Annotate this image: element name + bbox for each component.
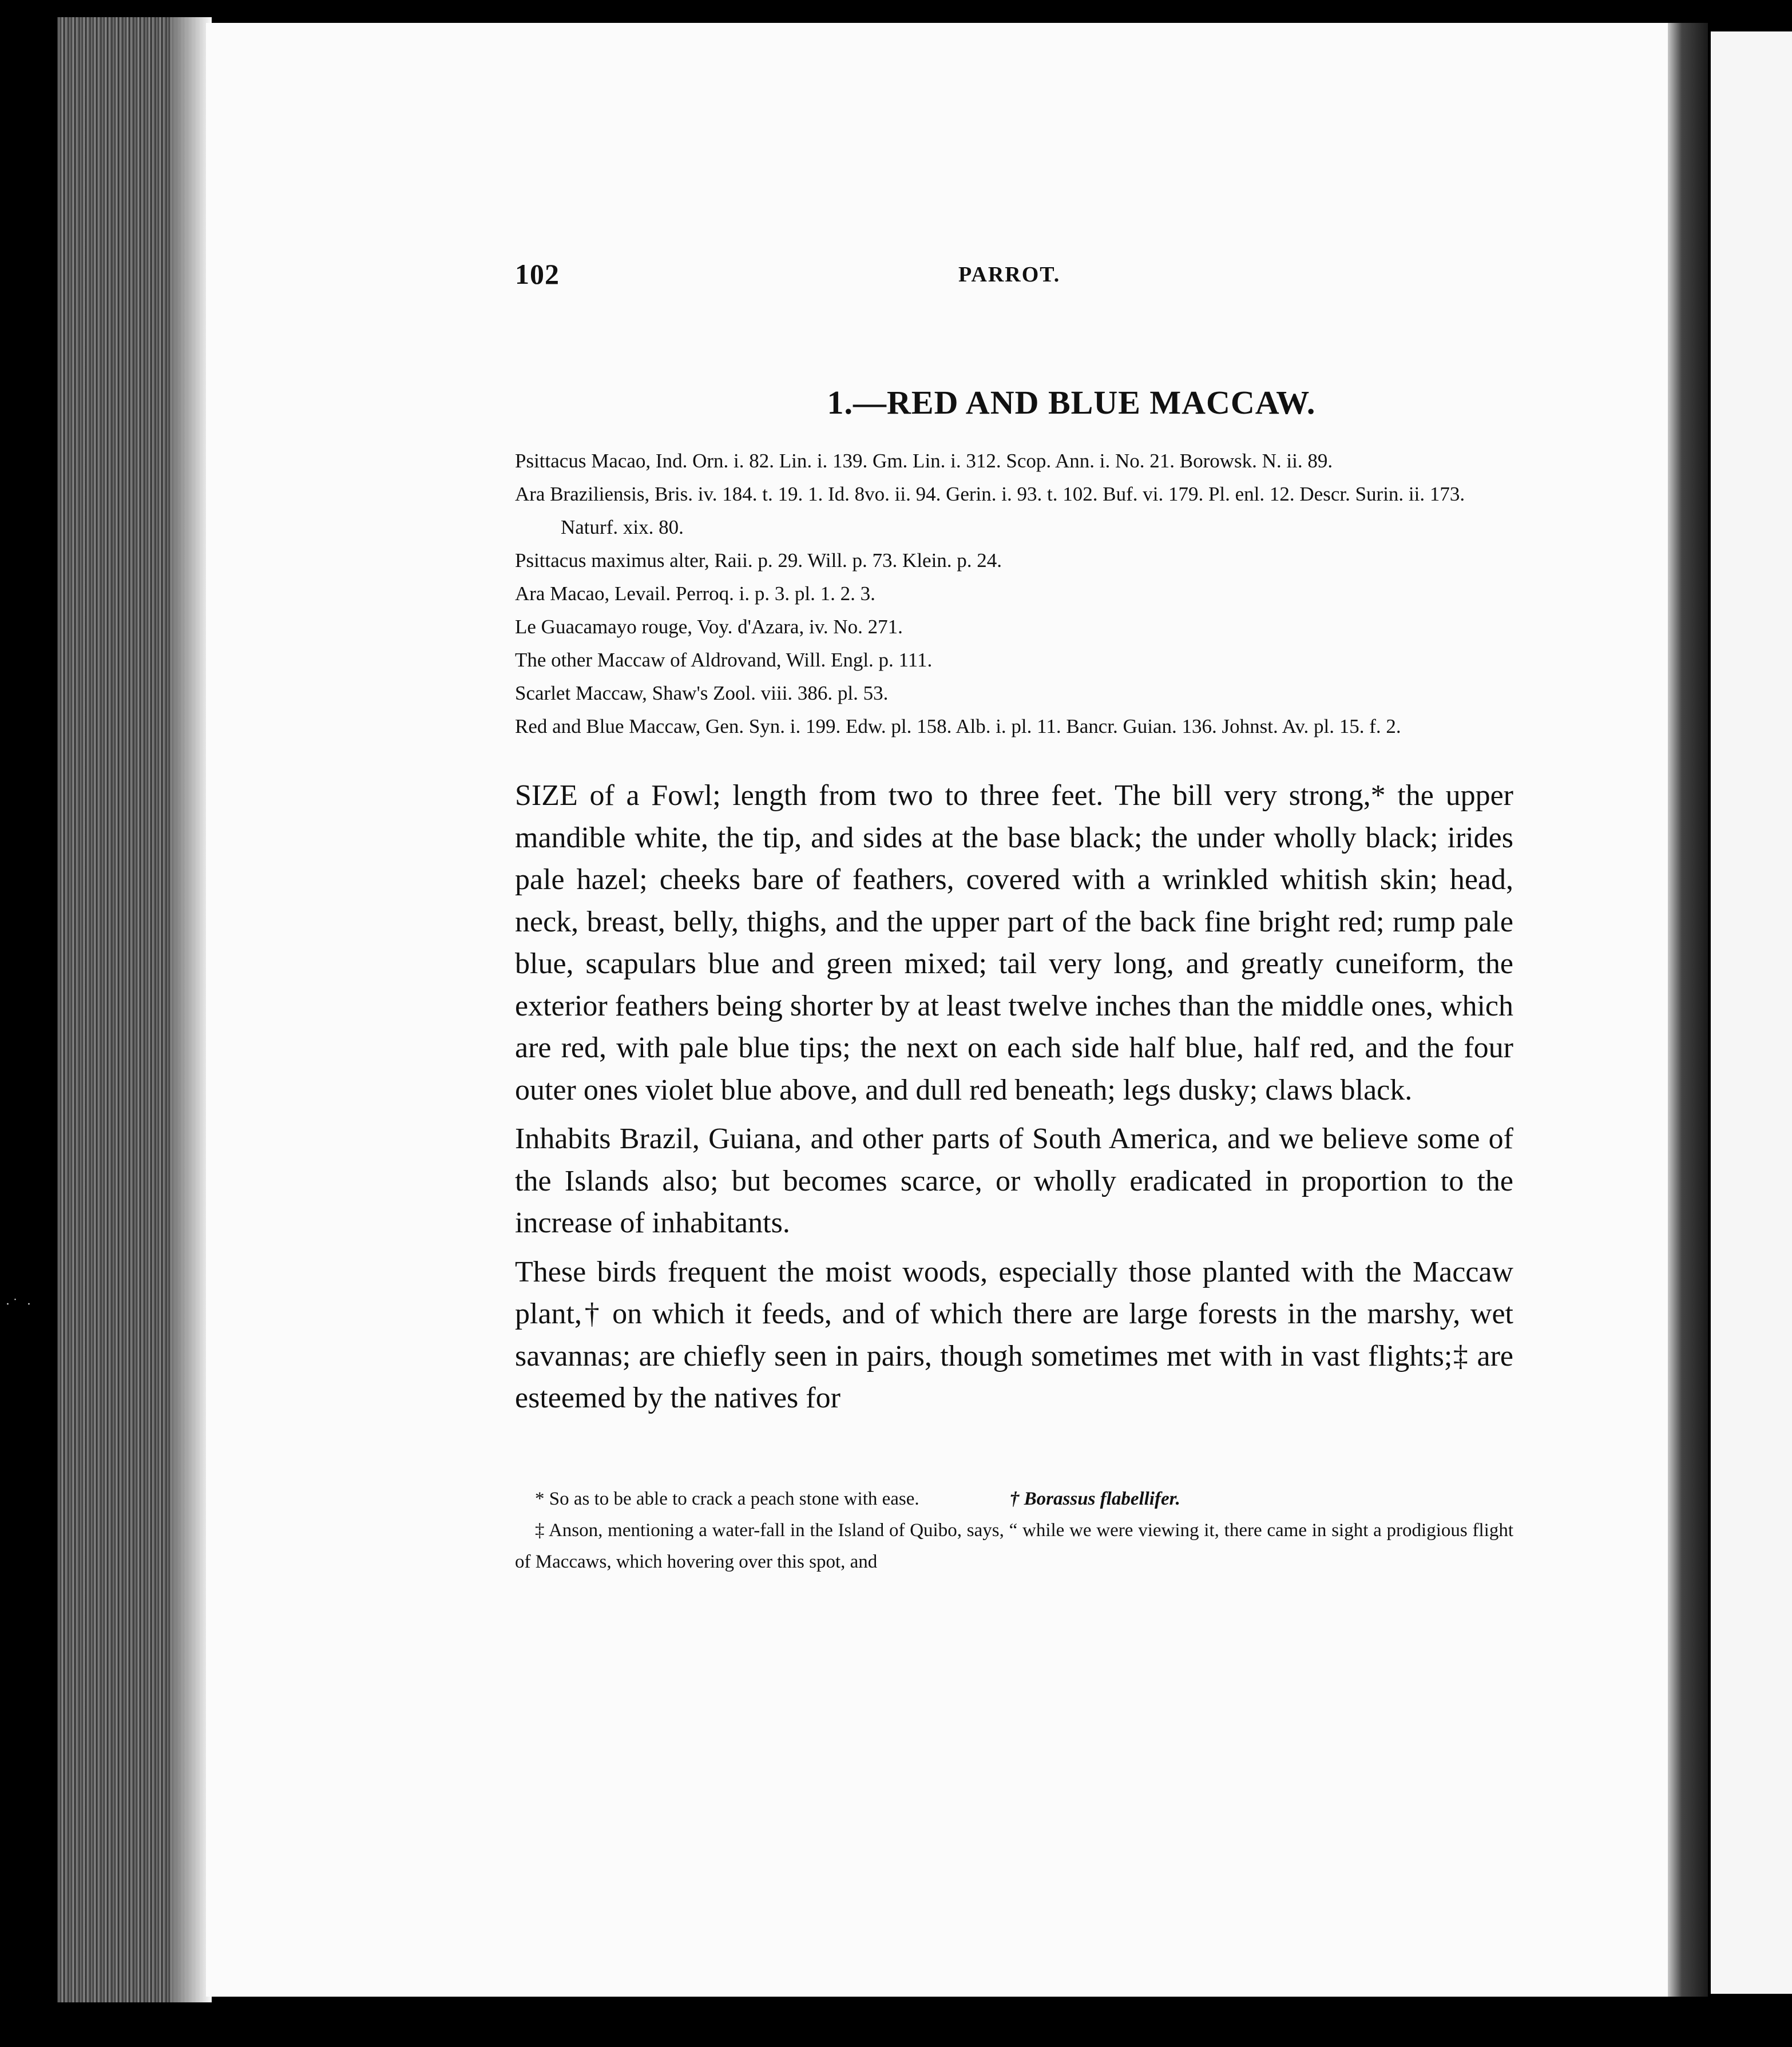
synonymy-entry: Le Guacamayo rouge, Voy. d'Azara, iv. No. 271. (515, 616, 903, 638)
paragraph-habits: These birds frequent the moist woods, especially those planted with the Maccaw plant,† on which it feeds, and of which there are large forests in the marshy, wet savannas; are chiefly seen in pairs, though sometimes met with in vast flights;‡ are esteemed by the natives for (515, 1255, 1513, 1414)
paragraph-description: SIZE of a Fowl; length from two to three feet. The bill very strong,* the upper mandible white, the tip, and sides at the base black; the under wholly black; irides pale hazel; cheeks bare of feathers, covered with a wrinkled whitish skin; head, neck, breast, belly, thighs, and the upper part of the back fine bright red; rump pale blue, scapulars blue and green mixed; tail very long, and greatly cuneiform, the exterior feathers being shorter by at least twelve inches than the middle ones, which are red, with pale blue tips; the next on each side half blue, half red, and the four outer ones violet blue above, and dull red beneath; legs dusky; claws black. (515, 779, 1513, 1106)
footnote-double-dagger: ‡ Anson, mentioning a water-fall in the Island of Quibo, says, “ while we were viewing it, there came in sight a prodigious flight of Maccaws, which hovering over this spot, and (515, 1520, 1513, 1572)
margin-specks: ·˙ · (6, 1298, 33, 1312)
footnote-asterisk: * So as to be able to crack a peach stone with ease. (535, 1488, 919, 1509)
footnotes (515, 1483, 1513, 1578)
synonymy-entry: Scarlet Maccaw, Shaw's Zool. viii. 386. pl. 53. (515, 682, 889, 704)
footnote-dagger: † Borassus flabellifer. (1009, 1488, 1180, 1509)
footnote-1-line (515, 1483, 1513, 1515)
footnote-gap (515, 1426, 1513, 1483)
synonymy-list (515, 445, 1513, 743)
synonymy-entry: Ara Macao, Levail. Perroq. i. p. 3. pl. 1. 2. 3. (515, 582, 875, 605)
synonymy-entry: Psittacus maximus alter, Raii. p. 29. Will. p. 73. Klein. p. 24. (515, 549, 1002, 572)
synonymy-entry: Psittacus Macao, Ind. Orn. i. 82. Lin. i. 139. Gm. Lin. i. 312. Scop. Ann. i. No. 21. Borowsk. N. ii. 89. (515, 450, 1333, 472)
synonymy-entry: Ara Braziliensis, Bris. iv. 184. t. 19. 1. Id. 8vo. ii. 94. Gerin. i. 93. t. 102. Buf. vi. 179. Pl. enl. 12. Descr. Surin. ii. 173. Naturf. xix. 80. (515, 483, 1465, 538)
page-edge-shadow (1668, 23, 1708, 1997)
facing-page-edge (1711, 31, 1792, 1994)
synonymy-entry: Red and Blue Maccaw, Gen. Syn. i. 199. Edw. pl. 158. Alb. i. pl. 11. Bancr. Guian. 136. Johnst. Av. pl. 15. f. 2. (515, 715, 1401, 737)
page-number: 102 (515, 258, 560, 290)
running-head (515, 257, 1513, 297)
page-content (515, 257, 1513, 1578)
synonymy-entry: The other Maccaw of Aldrovand, Will. Engl. p. 111. (515, 649, 933, 671)
section-title: 1.—RED AND BLUE MACCAW. (827, 384, 1316, 421)
running-title: PARROT. (958, 263, 1061, 287)
body-text (515, 775, 1513, 1419)
paragraph-habitat: Inhabits Brazil, Guiana, and other parts of South America, and we believe some of the Islands also; but becomes scarce, or wholly eradicated in proportion to the increase of inhabitants. (515, 1122, 1513, 1239)
